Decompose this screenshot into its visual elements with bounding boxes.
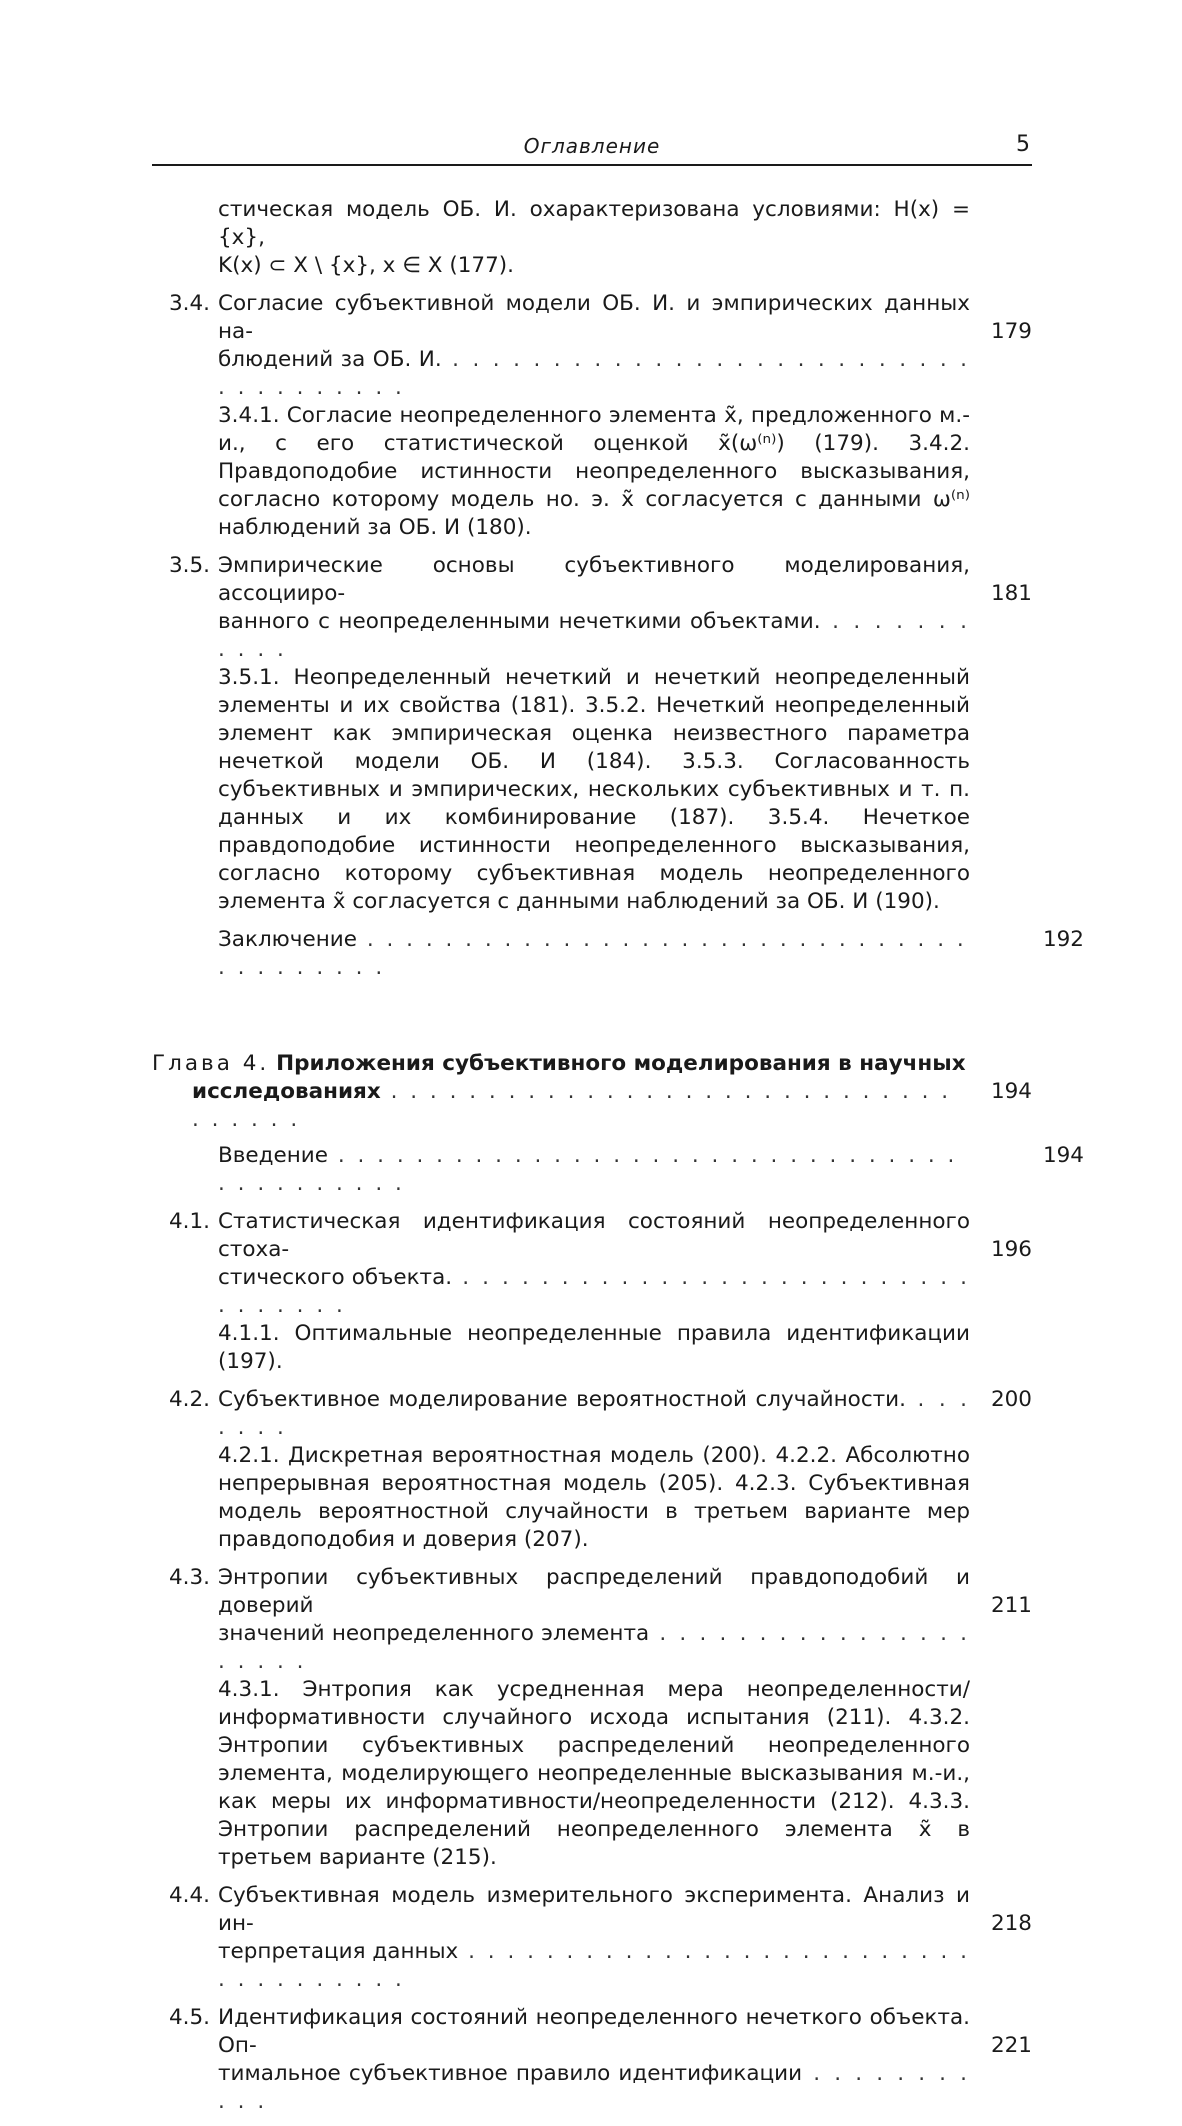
section-page: 196 (990, 1237, 1032, 1262)
chapter-title-line-2: исследованиях (192, 1079, 381, 1104)
section-title-line-1: Эмпирические основы субъективного моделирования, ассоцииро- (218, 553, 970, 606)
section-number: 4.2. (168, 1387, 210, 1412)
toc-continuation (152, 196, 1032, 280)
section-page: 200 (990, 1387, 1032, 1412)
subsection-text: 4.1.1. Оптимальные неопределенные правила идентификации (197). (218, 1321, 970, 1374)
section-title-line-1: Идентификация состояний неопределенного нечеткого объекта. Оп- (218, 2005, 970, 2058)
subsection-text: 4.3.1. Энтропия как усредненная мера неопределенности/информативности случайного исхода испытания (211). 4.3.2. Энтропии субъективных распределений неопределенного элемента, моделирующего неопределенные высказывания м.-и., как меры их информативности/неопределенности (212). 4.3.3. Энтропии распределений неопределенного элемента x̃ в третьем варианте (215). (218, 1677, 970, 1870)
continuation-line-1: стическая модель ОБ. И. охарактеризована условиями: H(x) = {x}, (218, 197, 970, 250)
section-page: 181 (990, 581, 1032, 606)
toc-entry-4-2: 4.2. Субъективное моделирование вероятностной случайности. . . . . . . . 4.2.1. Дискретная вероятностная модель (200). 4.2.2. Абсолютно непрерывная вероятностная модель (205). 4.2.3. Субъективная модель вероятностной случайности в третьем варианте мер правдоподобия и доверия (207). 200 (168, 1387, 1032, 1552)
section-title-line-2: терпретация данных (218, 1939, 459, 1964)
table-of-contents (152, 196, 1084, 2126)
running-header (152, 128, 1032, 166)
section-number: 3.4. (168, 291, 210, 316)
section-title-line-2: тимальное субъективное правило идентификации (218, 2061, 803, 2086)
continuation-line-2: K(x) ⊂ X \ {x}, x ∈ X (177). (218, 253, 515, 278)
section-title-line-1: Статистическая идентификация состояний неопределенного стоха- (218, 1209, 970, 1262)
section-number: 4.1. (168, 1209, 210, 1234)
page-number: 5 (1016, 132, 1030, 157)
section-page: 211 (990, 1593, 1032, 1618)
toc-entry-conclusion: Заключение . . . . . . . . . . . . . . . . . . . . . . . . . . . . . . . . . . . . . . . . 192 (218, 927, 1084, 980)
subsection-text: 3.4.1. Согласие неопределенного элемента x̃, предложенного м.-и., с его статистической оценкой x̃(ω⁽ⁿ⁾) (179). 3.4.2. Правдоподобие истинности неопределенного высказывания, согласно которому модель но. э. x̃ согласуется с данными ω⁽ⁿ⁾ наблюдений за ОБ. И (180). (218, 403, 970, 540)
section-title-line-2: блюдений за ОБ. И. (218, 347, 442, 372)
conclusion-page: 192 (1042, 927, 1084, 952)
section-title-line-1: Субъективная модель измерительного эксперимента. Анализ и ин- (218, 1883, 970, 1936)
toc-entry-intro: Введение . . . . . . . . . . . . . . . . . . . . . . . . . . . . . . . . . . . . . . . . . . 194 (218, 1143, 1084, 1196)
header-title: Оглавление (523, 134, 661, 158)
toc-entry-4-3: 4.3. Энтропии субъективных распределений правдоподобий и доверий значений неопределенного элемента . . . . . . . . . . . . . . . . . . . . . 4.3.1. Энтропия как усредненная мера неопределенности/информативности случайного исхода испытания (211). 4.3.2. Энтропии субъективных распределений неопределенного элемента, моделирующего неопределенные высказывания м.-и., как меры их информативности/неопределенности (212). 4.3.3. Энтропии распределений неопределенного элемента x̃ в третьем варианте (215). 211 (168, 1565, 1032, 1870)
section-page: 179 (990, 319, 1032, 344)
section-title-line-2: стического объекта. (218, 1265, 453, 1290)
section-title-line-2: значений неопределенного элемента (218, 1621, 650, 1646)
section-title-line-1: Согласие субъективной модели ОБ. И. и эмпирических данных на- (218, 291, 970, 344)
chapter-label: Глава 4. (152, 1051, 270, 1076)
section-page: 221 (990, 2033, 1032, 2058)
section-title-line-1: Энтропии субъективных распределений правдоподобий и доверий (218, 1565, 970, 1618)
section-number: 3.5. (168, 553, 210, 578)
chapter-title-line-1: Приложения субъективного моделирования в научных (276, 1051, 966, 1076)
section-page: 218 (990, 1911, 1032, 1936)
toc-entry-4-1: 4.1. Статистическая идентификация состояний неопределенного стоха- стического объекта. . . . . . . . . . . . . . . . . . . . . . . . . . . . . . . . . . 4.1.1. Оптимальные неопределенные правила идентификации (197). 196 (168, 1209, 1032, 1374)
toc-entry-4-4: 4.4. Субъективная модель измерительного эксперимента. Анализ и ин- терпретация данных . . . . . . . . . . . . . . . . . . . . . . . . . . . . . . . . . . . . 218 (168, 1883, 1032, 1992)
section-number: 4.4. (168, 1883, 210, 1908)
intro-label: Введение (218, 1143, 328, 1168)
section-number: 4.3. (168, 1565, 210, 1590)
subsection-text: 3.5.1. Неопределенный нечеткий и нечеткий неопределенный элементы и их свойства (181). 3.5.2. Нечеткий неопределенный элемент как эмпирическая оценка неизвестного параметра нечеткой модели ОБ. И (184). 3.5.3. Согласованность субъективных и эмпирических, нескольких субъективных и т. п. данных и их комбинирование (187). 3.5.4. Нечеткое правдоподобие истинности неопределенного высказывания, согласно которому субъективная модель неопределенного элемента x̃ согласуется с данными наблюдений за ОБ. И (190). (218, 665, 970, 914)
section-title-line-2: ванного с неопределенными нечеткими объектами. (218, 609, 821, 634)
intro-page: 194 (1042, 1143, 1084, 1168)
toc-entry-4-5: 4.5. Идентификация состояний неопределенного нечеткого объекта. Оп- тимальное субъективное правило идентификации . . . . . . . . . . . 221 (168, 2005, 1032, 2114)
toc-chapter-4: Глава 4. Приложения субъективного моделирования в научных исследованиях . . . . . . . . . . . . . . . . . . . . . . . . . . . . . . . . . . . 194 (152, 1051, 1032, 1132)
subsection-text: 4.2.1. Дискретная вероятностная модель (200). 4.2.2. Абсолютно непрерывная вероятностная модель (205). 4.2.3. Субъективная модель вероятностной случайности в третьем варианте мер правдоподобия и доверия (207). (218, 1443, 970, 1552)
toc-entry-3-5: 3.5. Эмпирические основы субъективного моделирования, ассоцииро- ванного с неопределенными нечеткими объектами. . . . . . . . . . . . 3.5.1. Неопределенный нечеткий и нечеткий неопределенный элементы и их свойства (181). 3.5.2. Нечеткий неопределенный элемент как эмпирическая оценка неизвестного параметра нечеткой модели ОБ. И (184). 3.5.3. Согласованность субъективных и эмпирических, нескольких субъективных и т. п. данных и их комбинирование (187). 3.5.4. Нечеткое правдоподобие истинности неопределенного высказывания, согласно которому субъективная модель неопределенного элемента x̃ согласуется с данными наблюдений за ОБ. И (190). 181 (168, 553, 1032, 914)
section-title-line-1: Субъективное моделирование вероятностной случайности. (218, 1387, 906, 1412)
chapter-page: 194 (990, 1079, 1032, 1104)
toc-entry-3-4: 3.4. Согласие субъективной модели ОБ. И. и эмпирических данных на- блюдений за ОБ. И. . . . . . . . . . . . . . . . . . . . . . . . . . . . . . . . . . . . . 3.4.1. Согласие неопределенного элемента x̃, предложенного м.-и., с его статистической оценкой x̃(ω⁽ⁿ⁾) (179). 3.4.2. Правдоподобие истинности неопределенного высказывания, согласно которому модель но. э. x̃ согласуется с данными ω⁽ⁿ⁾ наблюдений за ОБ. И (180). 179 (168, 291, 1032, 540)
conclusion-label: Заключение (218, 927, 357, 952)
section-number: 4.5. (168, 2005, 210, 2030)
